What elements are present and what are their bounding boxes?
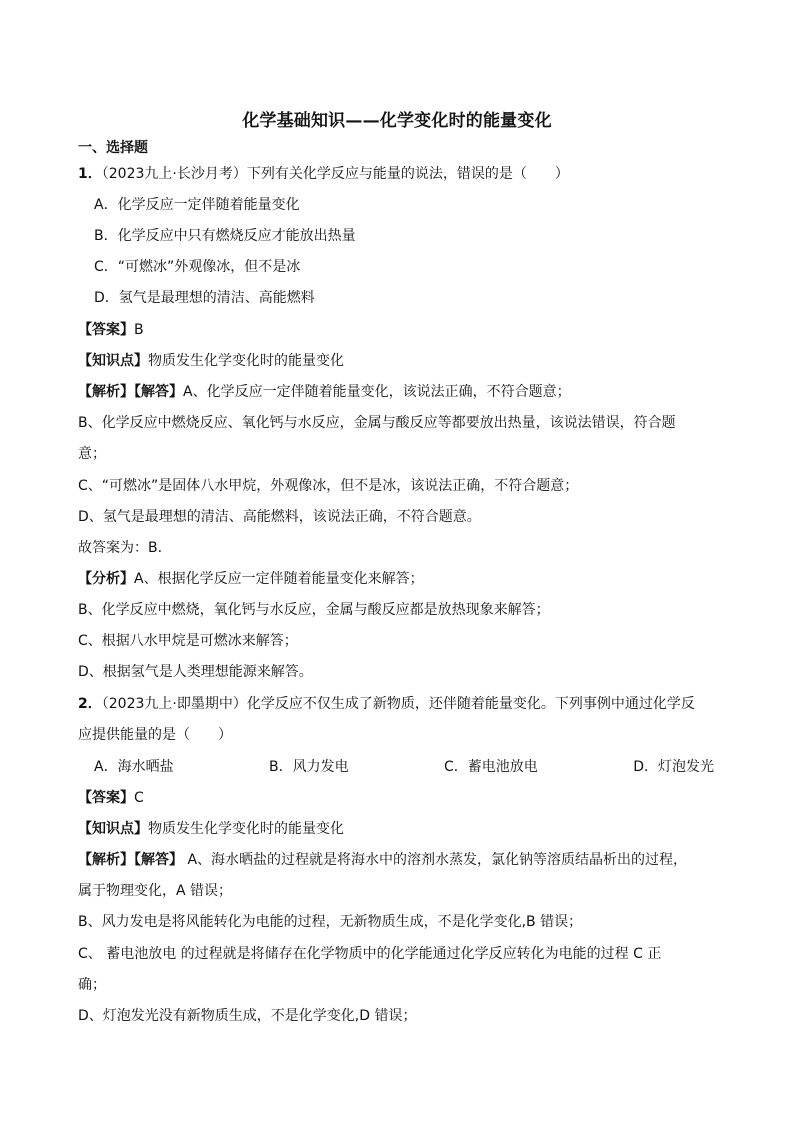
analysis-text: A、海水晒盐的过程就是将海水中的溶剂水蒸发，氯化钠等溶质结晶析出的过程， bbox=[183, 852, 688, 868]
analysis-text: B、风力发电是将风能转化为电能的过程，无新物质生成，不是化学变化,B 错误； bbox=[78, 914, 583, 930]
option-c: C．蓄电池放电 bbox=[444, 759, 538, 775]
analysis-label: 【解析】【解答】 bbox=[78, 852, 183, 868]
review-text: D、根据氢气是人类理想能源来解答。 bbox=[78, 664, 313, 680]
option-b: B．化学反应中只有燃烧反应才能放出热量 bbox=[94, 228, 356, 244]
analysis-text: 属于物理变化，A 错误； bbox=[78, 883, 233, 899]
review-text: C、根据八水甲烷是可燃冰来解答； bbox=[78, 633, 298, 649]
analysis-line bbox=[78, 381, 720, 403]
analysis-text: D、灯泡发光没有新物质生成，不是化学变化,D 错误； bbox=[78, 1008, 417, 1024]
analysis-label: 【解析】【解答】 bbox=[78, 384, 183, 400]
question-source: （2023九上·即墨期中） bbox=[101, 696, 247, 712]
section-heading: 一、选择题 bbox=[78, 140, 148, 156]
analysis-text: 确； bbox=[78, 977, 106, 993]
answer-line bbox=[78, 319, 720, 341]
question-text: 下列有关化学反应与能量的说法，错误的是（ ） bbox=[246, 166, 569, 182]
option-d: D．灯泡发光 bbox=[633, 759, 714, 775]
question-text: 应提供能量的是（ ） bbox=[78, 727, 232, 743]
question-2-stem bbox=[78, 693, 720, 715]
options-row bbox=[94, 756, 714, 778]
analysis-text: 意； bbox=[78, 446, 106, 462]
question-source: （2023九上·长沙月考） bbox=[101, 166, 247, 182]
review-text: A、根据化学反应一定伴随着能量变化来解答； bbox=[134, 571, 424, 587]
answer-value: B bbox=[134, 322, 144, 338]
option-c: C．“可燃冰”外观像冰，但不是冰 bbox=[94, 259, 301, 275]
option-a: A．化学反应一定伴随着能量变化 bbox=[94, 197, 300, 213]
option-b: B．风力发电 bbox=[268, 759, 349, 775]
analysis-text: C、 蓄电池放电 的过程就是将储存在化学物质中的化学能通过化学反应转化为电能的过程 C 正 bbox=[78, 946, 662, 962]
analysis-text: A、化学反应一定伴随着能量变化，该说法正确，不符合题意； bbox=[183, 384, 571, 400]
analysis-text: C、“可燃冰”是固体八水甲烷，外观像冰，但不是冰，该说法正确，不符合题意； bbox=[78, 478, 579, 494]
review-line bbox=[78, 568, 720, 590]
answer-label: 【答案】 bbox=[78, 790, 134, 806]
answer-label: 【答案】 bbox=[78, 322, 134, 338]
page-title: 化学基础知识——化学变化时的能量变化 bbox=[242, 111, 552, 131]
knowledge-label: 【知识点】 bbox=[78, 353, 148, 369]
option-d: D．氢气是最理想的清洁、高能燃料 bbox=[94, 290, 315, 306]
knowledge-value: 物质发生化学变化时的能量变化 bbox=[148, 353, 344, 369]
analysis-text: D、氢气是最理想的清洁、高能燃料，该说法正确，不符合题意。 bbox=[78, 509, 481, 525]
analysis-text: B、化学反应中燃烧反应、氧化钙与水反应，金属与酸反应等都要放出热量，该说法错误，符合题 bbox=[78, 415, 676, 431]
question-text: 化学反应不仅生成了新物质，还伴随着能量变化。下列事例中通过化学反 bbox=[246, 696, 695, 712]
knowledge-line bbox=[78, 350, 720, 372]
review-label: 【分析】 bbox=[78, 571, 134, 587]
answer-line bbox=[78, 787, 720, 809]
final-answer: 故答案为：B. bbox=[78, 540, 163, 556]
option-a: A．海水晒盐 bbox=[94, 759, 174, 775]
knowledge-label: 【知识点】 bbox=[78, 821, 148, 837]
knowledge-line bbox=[78, 818, 720, 840]
question-number: 2． bbox=[78, 696, 102, 712]
answer-value: C bbox=[134, 790, 144, 806]
knowledge-value: 物质发生化学变化时的能量变化 bbox=[148, 821, 344, 837]
question-1-stem bbox=[78, 163, 720, 185]
analysis-line bbox=[78, 849, 720, 871]
question-number: 1． bbox=[78, 166, 102, 182]
review-text: B、化学反应中燃烧，氧化钙与水反应，金属与酸反应都是放热现象来解答； bbox=[78, 602, 550, 618]
